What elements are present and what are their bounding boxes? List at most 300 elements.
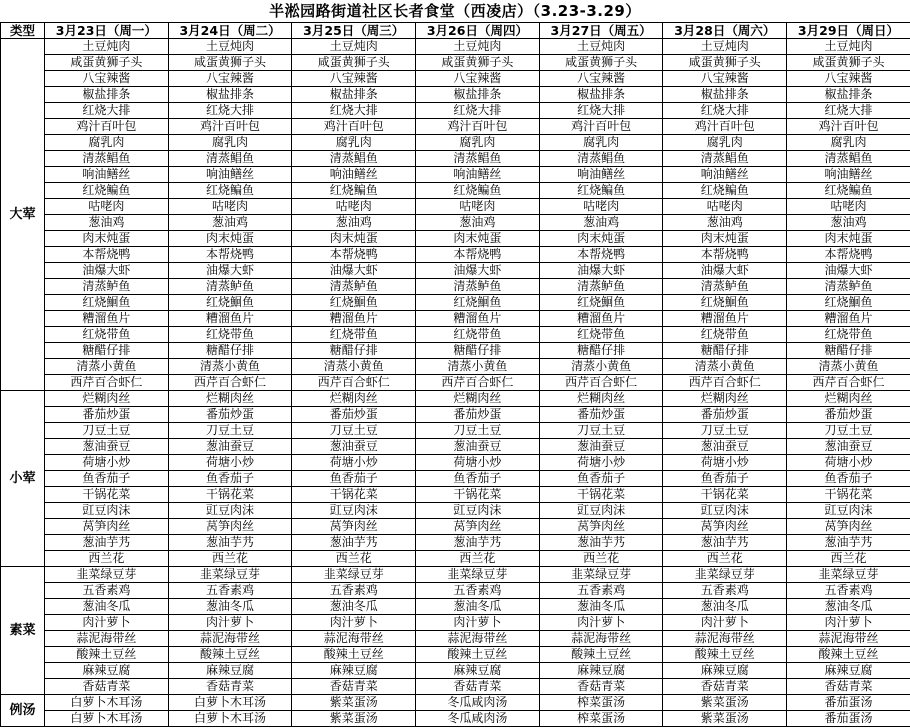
menu-row [1,391,910,407]
dish-cell: 八宝辣酱 [45,71,169,87]
dish-cell: 番茄蛋汤 [787,695,910,711]
dish-cell: 八宝辣酱 [292,71,416,87]
dish-cell: 西芹百合虾仁 [663,375,787,391]
dish-cell: 肉汁萝卜 [168,615,292,631]
dish-cell: 本帮烧鸭 [787,247,910,263]
dish-cell: 葱油芋艿 [663,535,787,551]
dish-cell: 番茄炒蛋 [416,407,540,423]
dish-cell: 葱油鸡 [663,215,787,231]
dish-cell: 豇豆肉沫 [168,503,292,519]
dish-cell: 红烧鳊鱼 [663,183,787,199]
dish-cell: 八宝辣酱 [787,71,910,87]
dish-cell: 红烧带鱼 [787,327,910,343]
dish-cell: 白萝卜木耳汤 [45,711,169,727]
dish-cell: 香菇青菜 [539,679,663,695]
dish-cell: 西兰花 [416,551,540,567]
dish-cell: 糟溜鱼片 [787,311,910,327]
dish-cell: 葱油芋艿 [787,535,910,551]
dish-cell: 响油鳝丝 [292,167,416,183]
dish-cell: 肉汁萝卜 [292,615,416,631]
menu-row [1,535,910,551]
dish-cell: 清蒸小黄鱼 [292,359,416,375]
dish-cell: 咸蛋黄狮子头 [787,55,910,71]
dish-cell: 干锅花菜 [45,487,169,503]
dish-cell: 蒜泥海带丝 [292,631,416,647]
dish-cell: 响油鳝丝 [539,167,663,183]
dish-cell: 响油鳝丝 [45,167,169,183]
menu-row [1,151,910,167]
dish-cell: 红烧带鱼 [292,327,416,343]
dish-cell: 红烧大排 [416,103,540,119]
dish-cell: 红烧大排 [663,103,787,119]
dish-cell: 鱼香茄子 [663,471,787,487]
dish-cell: 紫菜蛋汤 [292,711,416,727]
dish-cell: 红烧鮰鱼 [787,295,910,311]
dish-cell: 豇豆肉沫 [539,503,663,519]
dish-cell: 咕咾肉 [416,199,540,215]
dish-cell: 豇豆肉沫 [787,503,910,519]
menu-row [1,343,910,359]
menu-row [1,39,910,55]
dish-cell: 麻辣豆腐 [292,663,416,679]
dish-cell: 白萝卜木耳汤 [45,695,169,711]
dish-cell: 椒盐排条 [168,87,292,103]
dish-cell: 清蒸小黄鱼 [539,359,663,375]
menu-row [1,167,910,183]
dish-cell: 西芹百合虾仁 [787,375,910,391]
dish-cell: 葱油冬瓜 [663,599,787,615]
menu-row [1,615,910,631]
dish-cell: 葱油芋艿 [416,535,540,551]
dish-cell: 西兰花 [45,551,169,567]
dish-cell: 烂糊肉丝 [45,391,169,407]
dish-cell: 麻辣豆腐 [787,663,910,679]
dish-cell: 葱油冬瓜 [416,599,540,615]
menu-row [1,631,910,647]
menu-row [1,103,910,119]
dish-cell: 葱油芋艿 [292,535,416,551]
dish-cell: 肉汁萝卜 [663,615,787,631]
dish-cell: 响油鳝丝 [416,167,540,183]
menu-row [1,663,910,679]
dish-cell: 葱油蚕豆 [663,439,787,455]
menu-row [1,199,910,215]
dish-cell: 番茄炒蛋 [539,407,663,423]
menu-row [1,327,910,343]
menu-row [1,359,910,375]
dish-cell: 红烧鮰鱼 [539,295,663,311]
dish-cell: 香菇青菜 [168,679,292,695]
dish-cell: 鸡汁百叶包 [45,119,169,135]
dish-cell: 八宝辣酱 [416,71,540,87]
dish-cell: 韭菜绿豆芽 [416,567,540,583]
dish-cell: 葱油冬瓜 [292,599,416,615]
dish-cell: 五香素鸡 [416,583,540,599]
menu-table [0,22,910,727]
dish-cell: 糖醋仔排 [787,343,910,359]
dish-cell: 香菇青菜 [292,679,416,695]
dish-cell: 响油鳝丝 [663,167,787,183]
dish-cell: 麻辣豆腐 [416,663,540,679]
dish-cell: 红烧鮰鱼 [45,295,169,311]
dish-cell: 酸辣土豆丝 [168,647,292,663]
dish-cell: 肉汁萝卜 [416,615,540,631]
dish-cell: 葱油蚕豆 [292,439,416,455]
dish-cell: 红烧鳊鱼 [292,183,416,199]
dish-cell: 番茄炒蛋 [292,407,416,423]
dish-cell: 葱油冬瓜 [168,599,292,615]
menu-row [1,679,910,695]
dish-cell: 油爆大虾 [416,263,540,279]
dish-cell: 酸辣土豆丝 [787,647,910,663]
dish-cell: 清蒸小黄鱼 [45,359,169,375]
dish-cell: 红烧鮰鱼 [168,295,292,311]
dish-cell: 本帮烧鸭 [539,247,663,263]
day-header: 3月24日（周二） [168,23,292,39]
dish-cell: 腐乳肉 [45,135,169,151]
dish-cell: 五香素鸡 [45,583,169,599]
dish-cell: 西兰花 [292,551,416,567]
dish-cell: 蒜泥海带丝 [168,631,292,647]
dish-cell: 酸辣土豆丝 [45,647,169,663]
dish-cell: 香菇青菜 [45,679,169,695]
dish-cell: 油爆大虾 [663,263,787,279]
dish-cell: 本帮烧鸭 [416,247,540,263]
menu-row [1,455,910,471]
dish-cell: 咸蛋黄狮子头 [416,55,540,71]
dish-cell: 清蒸鲳鱼 [45,151,169,167]
dish-cell: 肉汁萝卜 [45,615,169,631]
menu-row [1,247,910,263]
dish-cell: 紫菜蛋汤 [292,695,416,711]
dish-cell: 鱼香茄子 [539,471,663,487]
dish-cell: 香菇青菜 [787,679,910,695]
dish-cell: 糟溜鱼片 [663,311,787,327]
dish-cell: 刀豆土豆 [416,423,540,439]
dish-cell: 莴笋肉丝 [292,519,416,535]
dish-cell: 刀豆土豆 [168,423,292,439]
dish-cell: 韭菜绿豆芽 [168,567,292,583]
dish-cell: 清蒸鲈鱼 [787,279,910,295]
menu-row [1,375,910,391]
dish-cell: 莴笋肉丝 [539,519,663,535]
dish-cell: 清蒸鲈鱼 [416,279,540,295]
dish-cell: 番茄炒蛋 [787,407,910,423]
dish-cell: 土豆炖肉 [416,39,540,55]
dish-cell: 荷塘小炒 [787,455,910,471]
dish-cell: 糖醋仔排 [45,343,169,359]
dish-cell: 蒜泥海带丝 [663,631,787,647]
dish-cell: 西芹百合虾仁 [416,375,540,391]
dish-cell: 葱油蚕豆 [45,439,169,455]
dish-cell: 豇豆肉沫 [663,503,787,519]
dish-cell: 葱油蚕豆 [416,439,540,455]
dish-cell: 榨菜蛋汤 [539,711,663,727]
dish-cell: 韭菜绿豆芽 [45,567,169,583]
dish-cell: 清蒸鲳鱼 [787,151,910,167]
dish-cell: 清蒸鲳鱼 [663,151,787,167]
dish-cell: 椒盐排条 [416,87,540,103]
dish-cell: 番茄炒蛋 [663,407,787,423]
dish-cell: 荷塘小炒 [539,455,663,471]
dish-cell: 红烧带鱼 [416,327,540,343]
menu-row [1,311,910,327]
menu-row [1,583,910,599]
dish-cell: 本帮烧鸭 [168,247,292,263]
dish-cell: 葱油鸡 [539,215,663,231]
dish-cell: 肉末炖蛋 [787,231,910,247]
dish-cell: 红烧鳊鱼 [787,183,910,199]
dish-cell: 香菇青菜 [663,679,787,695]
dish-cell: 荷塘小炒 [663,455,787,471]
category-cell: 例汤 [1,695,45,727]
menu-row [1,279,910,295]
dish-cell: 酸辣土豆丝 [539,647,663,663]
day-header: 3月27日（周五） [539,23,663,39]
dish-cell: 咕咾肉 [787,199,910,215]
dish-cell: 豇豆肉沫 [292,503,416,519]
dish-cell: 葱油鸡 [416,215,540,231]
dish-cell: 清蒸鲈鱼 [663,279,787,295]
day-header: 3月25日（周三） [292,23,416,39]
dish-cell: 八宝辣酱 [168,71,292,87]
dish-cell: 荷塘小炒 [45,455,169,471]
dish-cell: 西芹百合虾仁 [168,375,292,391]
dish-cell: 葱油鸡 [787,215,910,231]
dish-cell: 土豆炖肉 [45,39,169,55]
menu-row [1,231,910,247]
dish-cell: 咕咾肉 [45,199,169,215]
dish-cell: 糖醋仔排 [416,343,540,359]
dish-cell: 刀豆土豆 [292,423,416,439]
dish-cell: 豇豆肉沫 [416,503,540,519]
category-cell: 大荤 [1,39,45,391]
dish-cell: 蒜泥海带丝 [45,631,169,647]
dish-cell: 红烧鮰鱼 [292,295,416,311]
dish-cell: 葱油芋艿 [45,535,169,551]
dish-cell: 清蒸鲈鱼 [168,279,292,295]
dish-cell: 咸蛋黄狮子头 [539,55,663,71]
menu-row [1,215,910,231]
dish-cell: 鱼香茄子 [168,471,292,487]
dish-cell: 肉末炖蛋 [292,231,416,247]
menu-row [1,471,910,487]
dish-cell: 莴笋肉丝 [416,519,540,535]
dish-cell: 刀豆土豆 [539,423,663,439]
dish-cell: 西芹百合虾仁 [45,375,169,391]
dish-cell: 干锅花菜 [663,487,787,503]
dish-cell: 酸辣土豆丝 [292,647,416,663]
dish-cell: 清蒸鲳鱼 [168,151,292,167]
dish-cell: 红烧大排 [168,103,292,119]
dish-cell: 糖醋仔排 [168,343,292,359]
dish-cell: 本帮烧鸭 [45,247,169,263]
dish-cell: 腐乳肉 [787,135,910,151]
dish-cell: 番茄炒蛋 [45,407,169,423]
dish-cell: 糟溜鱼片 [45,311,169,327]
dish-cell: 鱼香茄子 [292,471,416,487]
dish-cell: 红烧带鱼 [45,327,169,343]
day-header: 3月23日（周一） [45,23,169,39]
dish-cell: 干锅花菜 [292,487,416,503]
dish-cell: 香菇青菜 [416,679,540,695]
dish-cell: 鸡汁百叶包 [539,119,663,135]
dish-cell: 五香素鸡 [663,583,787,599]
dish-cell: 糟溜鱼片 [539,311,663,327]
dish-cell: 白萝卜木耳汤 [168,711,292,727]
dish-cell: 红烧大排 [787,103,910,119]
dish-cell: 响油鳝丝 [787,167,910,183]
dish-cell: 红烧大排 [45,103,169,119]
dish-cell: 土豆炖肉 [292,39,416,55]
dish-cell: 红烧鳊鱼 [416,183,540,199]
dish-cell: 麻辣豆腐 [663,663,787,679]
menu-row [1,695,910,711]
dish-cell: 白萝卜木耳汤 [168,695,292,711]
dish-cell: 葱油蚕豆 [168,439,292,455]
dish-cell: 红烧鳊鱼 [168,183,292,199]
dish-cell: 咸蛋黄狮子头 [168,55,292,71]
dish-cell: 干锅花菜 [168,487,292,503]
category-cell: 素菜 [1,567,45,695]
dish-cell: 红烧鳊鱼 [539,183,663,199]
dish-cell: 番茄蛋汤 [787,711,910,727]
dish-cell: 本帮烧鸭 [663,247,787,263]
dish-cell: 腐乳肉 [168,135,292,151]
dish-cell: 红烧大排 [539,103,663,119]
dish-cell: 八宝辣酱 [539,71,663,87]
dish-cell: 肉末炖蛋 [45,231,169,247]
dish-cell: 蒜泥海带丝 [539,631,663,647]
menu-row [1,519,910,535]
dish-cell: 蒜泥海带丝 [416,631,540,647]
type-header: 类型 [1,23,45,39]
dish-cell: 油爆大虾 [539,263,663,279]
menu-row [1,599,910,615]
menu-row [1,119,910,135]
dish-cell: 刀豆土豆 [663,423,787,439]
dish-cell: 糟溜鱼片 [168,311,292,327]
dish-cell: 清蒸小黄鱼 [663,359,787,375]
header-row [1,23,910,39]
dish-cell: 椒盐排条 [45,87,169,103]
menu-row [1,647,910,663]
dish-cell: 响油鳝丝 [168,167,292,183]
dish-cell: 葱油芋艿 [168,535,292,551]
dish-cell: 本帮烧鸭 [292,247,416,263]
dish-cell: 红烧带鱼 [663,327,787,343]
dish-cell: 西芹百合虾仁 [539,375,663,391]
dish-cell: 肉汁萝卜 [787,615,910,631]
dish-cell: 干锅花菜 [416,487,540,503]
dish-cell: 五香素鸡 [539,583,663,599]
dish-cell: 土豆炖肉 [787,39,910,55]
dish-cell: 烂糊肉丝 [416,391,540,407]
menu-row [1,487,910,503]
dish-cell: 腐乳肉 [416,135,540,151]
dish-cell: 韭菜绿豆芽 [663,567,787,583]
dish-cell: 土豆炖肉 [539,39,663,55]
day-header: 3月26日（周四） [416,23,540,39]
dish-cell: 油爆大虾 [292,263,416,279]
page-title: 半淞园路街道社区长者食堂（西凌店）（3.23-3.29） [269,2,641,20]
dish-cell: 鸡汁百叶包 [168,119,292,135]
dish-cell: 刀豆土豆 [45,423,169,439]
menu-row [1,551,910,567]
dish-cell: 莴笋肉丝 [787,519,910,535]
dish-cell: 紫菜蛋汤 [663,695,787,711]
dish-cell: 番茄炒蛋 [168,407,292,423]
dish-cell: 油爆大虾 [168,263,292,279]
dish-cell: 五香素鸡 [168,583,292,599]
dish-cell: 酸辣土豆丝 [663,647,787,663]
dish-cell: 刀豆土豆 [787,423,910,439]
dish-cell: 鸡汁百叶包 [416,119,540,135]
dish-cell: 清蒸鲳鱼 [539,151,663,167]
menu-row [1,423,910,439]
dish-cell: 咸蛋黄狮子头 [292,55,416,71]
dish-cell: 咕咾肉 [539,199,663,215]
dish-cell: 葱油冬瓜 [539,599,663,615]
dish-cell: 鸡汁百叶包 [292,119,416,135]
menu-row [1,183,910,199]
dish-cell: 腐乳肉 [539,135,663,151]
dish-cell: 肉末炖蛋 [416,231,540,247]
dish-cell: 椒盐排条 [539,87,663,103]
dish-cell: 葱油芋艿 [539,535,663,551]
dish-cell: 荷塘小炒 [168,455,292,471]
dish-cell: 肉末炖蛋 [168,231,292,247]
dish-cell: 干锅花菜 [787,487,910,503]
dish-cell: 烂糊肉丝 [292,391,416,407]
dish-cell: 荷塘小炒 [292,455,416,471]
dish-cell: 西兰花 [787,551,910,567]
dish-cell: 五香素鸡 [292,583,416,599]
dish-cell: 鱼香茄子 [787,471,910,487]
dish-cell: 八宝辣酱 [663,71,787,87]
dish-cell: 烂糊肉丝 [168,391,292,407]
menu-row [1,71,910,87]
dish-cell: 冬瓜咸肉汤 [416,711,540,727]
dish-cell: 麻辣豆腐 [168,663,292,679]
dish-cell: 椒盐排条 [663,87,787,103]
dish-cell: 韭菜绿豆芽 [539,567,663,583]
menu-row [1,503,910,519]
menu-body [1,39,910,727]
dish-cell: 葱油鸡 [45,215,169,231]
dish-cell: 鸡汁百叶包 [663,119,787,135]
dish-cell: 麻辣豆腐 [539,663,663,679]
menu-row [1,55,910,71]
dish-cell: 咕咾肉 [663,199,787,215]
day-header: 3月29日（周日） [787,23,910,39]
dish-cell: 葱油蚕豆 [787,439,910,455]
dish-cell: 清蒸小黄鱼 [168,359,292,375]
dish-cell: 西兰花 [168,551,292,567]
dish-cell: 清蒸鲳鱼 [292,151,416,167]
dish-cell: 清蒸鲈鱼 [292,279,416,295]
dish-cell: 红烧带鱼 [168,327,292,343]
dish-cell: 肉末炖蛋 [663,231,787,247]
dish-cell: 紫菜蛋汤 [663,711,787,727]
dish-cell: 五香素鸡 [787,583,910,599]
dish-cell: 清蒸鲈鱼 [45,279,169,295]
dish-cell: 鸡汁百叶包 [787,119,910,135]
menu-row [1,263,910,279]
dish-cell: 清蒸小黄鱼 [416,359,540,375]
menu-row [1,135,910,151]
dish-cell: 麻辣豆腐 [45,663,169,679]
